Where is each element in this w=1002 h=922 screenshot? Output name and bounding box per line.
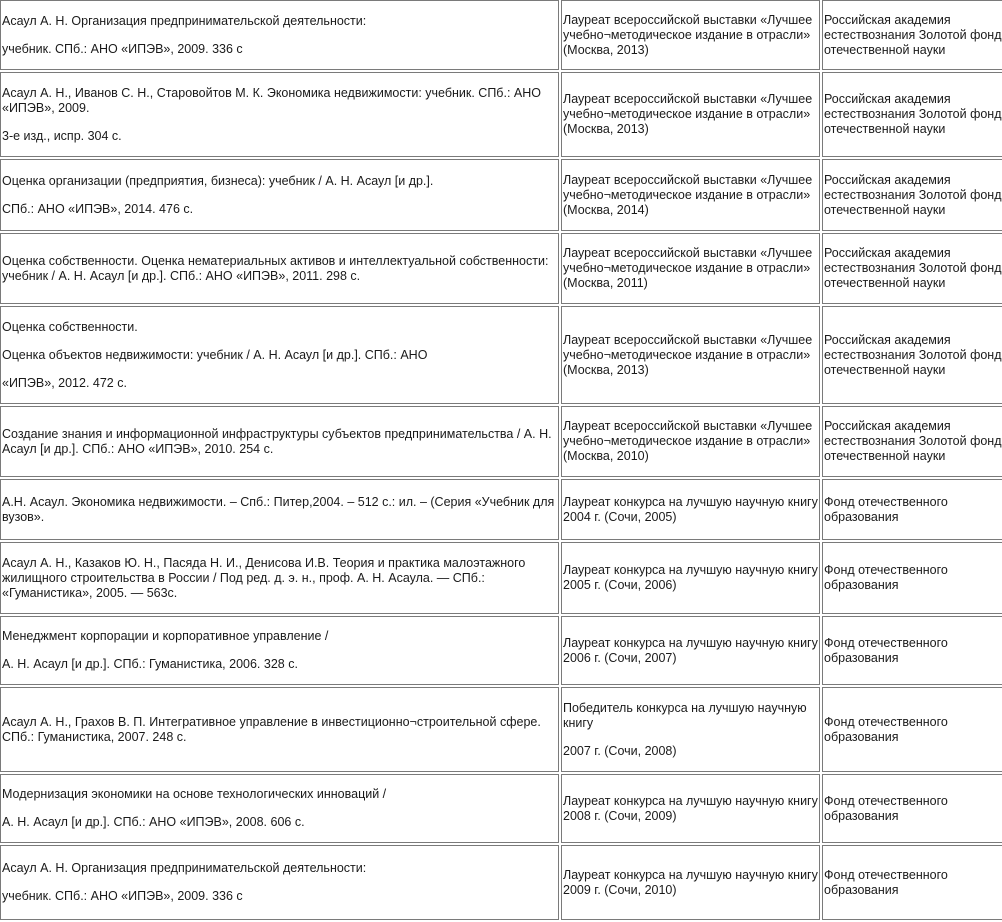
award-cell [561,616,820,685]
organization-cell: Российская академия естествознания Золотой фонд отечественной науки [822,406,1002,477]
publication-cell [0,306,559,404]
publication-line: 3-е изд., испр. 304 с. [2,128,122,143]
publication-cell [0,479,559,540]
publication-line: СПб.: АНО «ИПЭВ», 2014. 476 с. [2,201,194,216]
organization-cell: Российская академия естествознания Золотой фонд отечественной науки [822,0,1002,70]
organization-cell: Российская академия естествознания Золотой фонд отечественной науки [822,233,1002,304]
table-row [0,479,1002,540]
table-row [0,687,1002,772]
award-line: Лауреат конкурса на лучшую научную книгу 2005 г. (Сочи, 2006) [563,563,818,592]
publication-line: учебник. СПб.: АНО «ИПЭВ», 2009. 336 с [2,41,243,56]
award-line: 2007 г. (Сочи, 2008) [563,743,677,758]
award-line: Победитель конкурса на лучшую научную книгу [563,700,807,730]
publication-line: Оценка объектов недвижимости: учебник / А. Н. Асаул [и др.]. СПб.: АНО [2,347,428,362]
table-row [0,616,1002,685]
publication-cell [0,406,559,477]
award-cell [561,479,820,540]
organization-cell: Фонд отечественного образования [822,479,1002,540]
publication-cell [0,774,559,843]
award-line: Лауреат конкурса на лучшую научную книгу 2006 г. (Сочи, 2007) [563,635,818,665]
publication-line: «ИПЭВ», 2012. 472 с. [2,375,127,390]
organization-cell: Фонд отечественного образования [822,774,1002,843]
publication-line: Асаул А. Н., Казаков Ю. Н., Пасяда Н. И., Денисова И.В. Теория и практика малоэтажного жилищного строительства в России / Под ред. д. э. н., проф. А. Н. Асаула. — СПб.: «Гуманистика», 2005. — 563с. [2,555,526,600]
publication-line: Асаул А. Н., Грахов В. П. Интегративное управление в инвестиционно¬строительной сфере. СПб.: Гуманистика, 2007. 248 с. [2,714,541,744]
organization-cell: Фонд отечественного образования [822,616,1002,685]
award-cell [561,542,820,614]
award-line: Лауреат конкурса на лучшую научную книгу 2008 г. (Сочи, 2009) [563,793,818,823]
award-line: Лауреат конкурса на лучшую научную книгу 2009 г. (Сочи, 2010) [563,867,818,897]
table-row [0,845,1002,920]
award-line: Лауреат всероссийской выставки «Лучшее учебно¬методическое издание в отрасли» (Москва, 2013) [563,12,813,57]
publication-line: Оценка собственности. [2,319,138,334]
organization-cell: Российская академия естествознания Золотой фонд отечественной науки [822,72,1002,157]
publication-line: Менеджмент корпорации и корпоративное управление / [2,629,329,643]
table-row [0,233,1002,304]
publication-cell [0,616,559,685]
publication-line: Асаул А. Н., Иванов С. Н., Старовойтов М. К. Экономика недвижимости: учебник. СПб.: АНО «ИПЭВ», 2009. [2,85,541,115]
organization-cell: Фонд отечественного образования [822,687,1002,772]
publication-line: Создание знания и информационной инфраструктуры субъектов предпринимательства / А. Н. Асаул [и др.]. СПб.: АНО «ИПЭВ», 2010. 254 с. [2,426,552,456]
table-row [0,159,1002,231]
table-row [0,306,1002,404]
publication-cell [0,72,559,157]
table-row [0,72,1002,157]
award-line: Лауреат всероссийской выставки «Лучшее учебно¬методическое издание в отрасли» (Москва, 2013) [563,92,813,136]
publication-cell [0,687,559,772]
award-line: Лауреат всероссийской выставки «Лучшее учебно¬методическое издание в отрасли» (Москва, 2011) [563,246,813,290]
publication-line: А. Н. Асаул [и др.]. СПб.: Гуманистика, 2006. 328 с. [2,657,298,671]
award-cell [561,72,820,157]
table-row [0,406,1002,477]
publication-cell [0,0,559,70]
publication-line: Оценка собственности. Оценка нематериальных активов и интеллектуальной собственности: учебник / А. Н. Асаул [и др.]. СПб.: АНО «ИПЭВ», 2011. 298 с. [2,253,549,283]
publication-line: учебник. СПб.: АНО «ИПЭВ», 2009. 336 с [2,889,243,903]
publication-cell [0,159,559,231]
award-cell [561,845,820,920]
publication-line: Асаул А. Н. Организация предпринимательской деятельности: [2,861,367,875]
award-cell [561,406,820,477]
organization-cell: Фонд отечественного образования [822,542,1002,614]
award-cell [561,159,820,231]
publication-cell [0,233,559,304]
award-cell [561,306,820,404]
publication-line: А. Н. Асаул [и др.]. СПб.: АНО «ИПЭВ», 2008. 606 с. [2,815,305,829]
publication-line: А.Н. Асаул. Экономика недвижимости. – Спб.: Питер,2004. – 512 с.: ил. – (Серия «Учебник для вузов». [2,494,555,524]
table-row [0,774,1002,843]
award-line: Лауреат всероссийской выставки «Лучшее учебно¬методическое издание в отрасли» (Москва, 2014) [563,172,813,217]
award-line: Лауреат всероссийской выставки «Лучшее учебно¬методическое издание в отрасли» (Москва, 2010) [563,419,813,463]
publication-cell [0,845,559,920]
table-row [0,0,1002,70]
publication-cell [0,542,559,614]
publication-line: Асаул А. Н. Организация предпринимательской деятельности: [2,13,367,28]
publication-line: Модернизация экономики на основе технологических инноваций / [2,787,387,801]
publication-line: Оценка организации (предприятия, бизнеса): учебник / А. Н. Асаул [и др.]. [2,173,434,188]
organization-cell: Российская академия естествознания Золотой фонд отечественной науки [822,306,1002,404]
award-line: Лауреат всероссийской выставки «Лучшее учебно¬методическое издание в отрасли» (Москва, 2013) [563,332,813,377]
table-row [0,542,1002,614]
organization-cell: Фонд отечественного образования [822,845,1002,920]
organization-cell: Российская академия естествознания Золотой фонд отечественной науки [822,159,1002,231]
award-cell [561,774,820,843]
award-cell [561,687,820,772]
award-cell [561,233,820,304]
award-line: Лауреат конкурса на лучшую научную книгу 2004 г. (Сочи, 2005) [563,494,818,524]
award-cell [561,0,820,70]
